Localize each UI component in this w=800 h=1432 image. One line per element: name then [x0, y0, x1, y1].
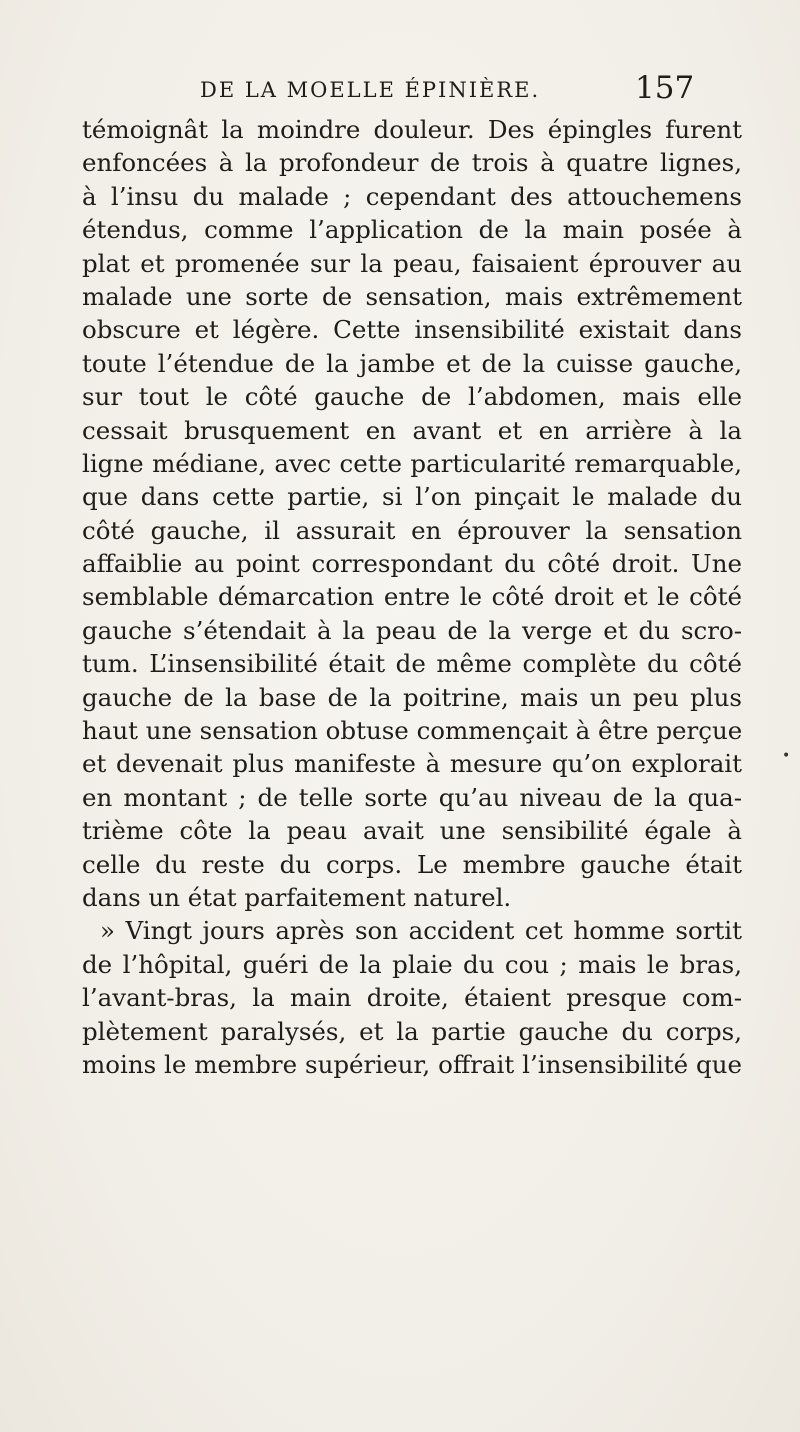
- page-header: [0, 68, 800, 118]
- text-line: côté gauche, il assurait en éprouver la sensation: [82, 515, 742, 545]
- text-line: gauche s’étendait à la peau de la verge et du scro-: [82, 615, 742, 645]
- text-line: gauche de la base de la poitrine, mais un peu plus: [82, 682, 742, 712]
- text-line: moins le membre supérieur, offrait l’insensibilité que: [82, 1049, 742, 1079]
- text-line: enfoncées à la profondeur de trois à quatre lignes,: [82, 148, 742, 178]
- text-line: haut une sensation obtuse commençait à être perçue: [82, 716, 743, 746]
- text-line: obscure et légère. Cette insensibilité existait dans: [82, 315, 742, 345]
- text-line: témoignât la moindre douleur. Des épingles furent: [82, 115, 742, 144]
- margin-speck: •: [782, 748, 791, 764]
- text-line: et devenait plus manifeste à mesure qu’on explorait: [82, 749, 742, 779]
- text-line: tum. L’insensibilité était de même complète du côté: [82, 649, 742, 679]
- text-line: de l’hôpital, guéri de la plaie du cou ; mais le bras,: [82, 949, 742, 979]
- text-line: dans un état parfaitement naturel.: [82, 882, 512, 912]
- text-line: plat et promenée sur la peau, faisaient éprouver au: [82, 248, 742, 278]
- text-line: toute l’étendue de la jambe et de la cuisse gauche,: [82, 348, 742, 378]
- page-number: 157: [635, 70, 695, 106]
- text-line: sur tout le côté gauche de l’abdomen, mais elle: [82, 382, 742, 412]
- text-line: ligne médiane, avec cette particularité remarquable,: [82, 448, 742, 478]
- text-line: celle du reste du corps. Le membre gauche était: [82, 849, 742, 879]
- text-line: plètement paralysés, et la partie gauche du corps,: [82, 1016, 742, 1046]
- text-line: étendus, comme l’application de la main posée à: [82, 215, 742, 245]
- text-line: en montant ; de telle sorte qu’au niveau de la qua-: [82, 782, 742, 812]
- text-line: à l’insu du malade ; cependant des attouchemens: [82, 181, 742, 211]
- text-line: malade une sorte de sensation, mais extrêmement: [82, 281, 742, 311]
- text-line: que dans cette partie, si l’on pinçait le malade du: [82, 482, 742, 512]
- text-line: affaiblie au point correspondant du côté droit. Une: [82, 549, 742, 579]
- text-line: semblable démarcation entre le côté droit et le côté: [82, 582, 742, 612]
- text-line: » Vingt jours après son accident cet homme sortit: [100, 916, 742, 946]
- text-line: trième côte la peau avait une sensibilité égale à: [82, 816, 742, 846]
- body-text: [82, 113, 742, 1081]
- running-head: DE LA MOELLE ÉPINIÈRE.: [200, 78, 541, 102]
- text-line: cessait brusquement en avant et en arrière à la: [82, 415, 742, 445]
- text-line: l’avant-bras, la main droite, étaient presque com-: [82, 983, 742, 1013]
